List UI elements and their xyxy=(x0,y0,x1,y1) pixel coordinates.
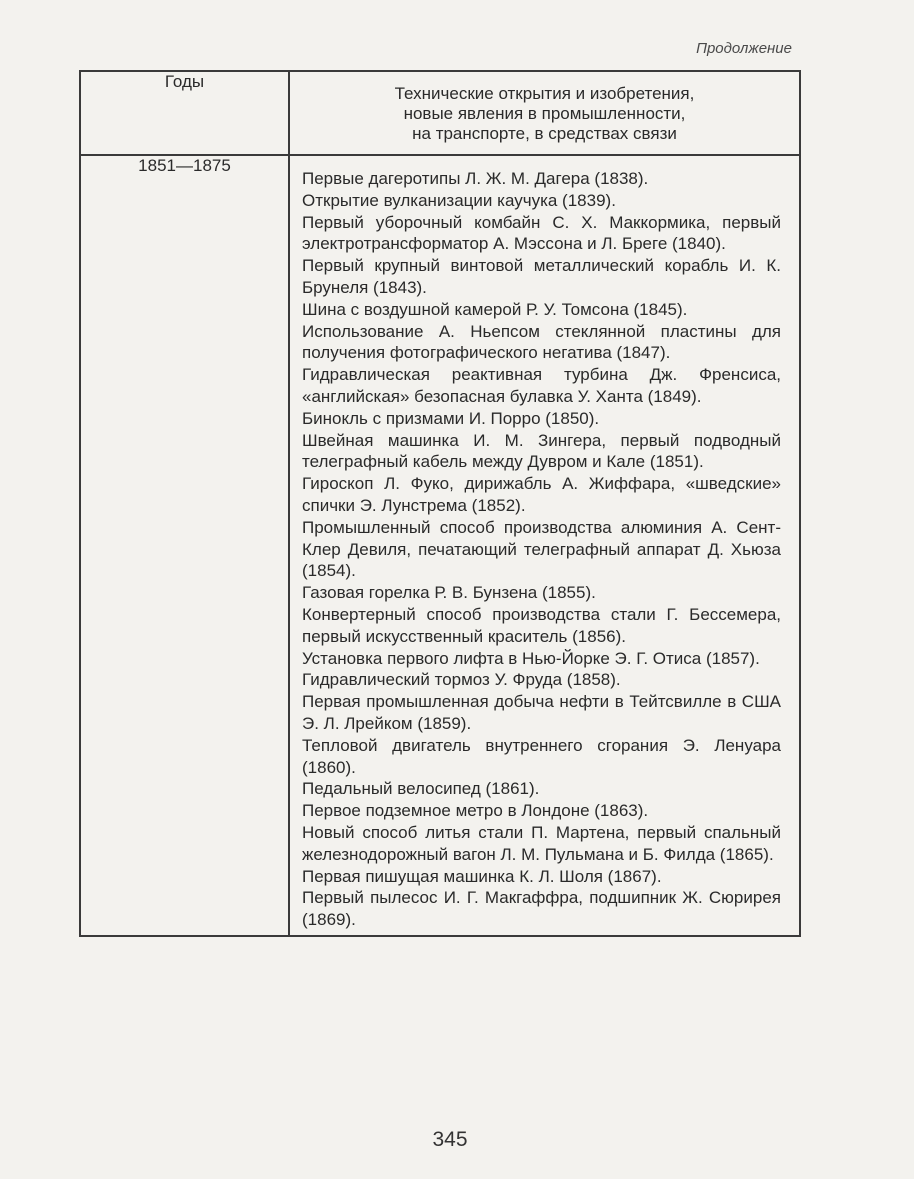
period-cell: 1851—1875 xyxy=(80,155,289,936)
event-item: Педальный велосипед (1861). xyxy=(302,779,540,799)
event-item: Промышленный способ производства алюминия А. Сент-Клер Девиля, печатающий телеграфный аппарат Д. Хьюза (1854). xyxy=(302,517,781,581)
header-line: новые явления в промышленности, xyxy=(403,104,686,123)
event-item: Новый способ литья стали П. Мартена, первый спальный железнодорожный вагон Л. М. Пульмана и Б. Филда (1865). xyxy=(302,822,781,864)
event-item: Бинокль с призмами И. Порро (1850). xyxy=(302,408,600,428)
table-header-row xyxy=(80,71,800,155)
event-item: Открытие вулканизации каучука (1839). xyxy=(302,190,616,210)
event-item: Первый пылесос И. Г. Макгаффра, подшипник Ж. Сюрирея (1869). xyxy=(302,888,781,930)
event-item: Швейная машинка И. М. Зингера, первый подводный телеграфный кабель между Дувром и Кале (1851). xyxy=(302,430,781,472)
event-item: Установка первого лифта в Нью-Йорке Э. Г. Отиса (1857). xyxy=(302,648,760,668)
event-item: Первый крупный винтовой металлический корабль И. К. Брунеля (1843). xyxy=(302,256,781,297)
event-item: Шина с воздушной камерой Р. У. Томсона (1845). xyxy=(302,299,688,319)
event-item: Гидравлический тормоз У. Фруда (1858). xyxy=(302,670,621,690)
header-line: на транспорте, в средствах связи xyxy=(412,124,677,143)
event-item: Первое подземное метро в Лондоне (1863). xyxy=(302,801,649,821)
continuation-label: Продолжение xyxy=(696,40,792,57)
header-line: Технические открытия и изобретения, xyxy=(394,84,695,103)
event-item: Использование А. Ньепсом стеклянной пластины для получения фотографического негатива (1847). xyxy=(302,321,781,363)
table-row xyxy=(80,155,800,936)
events-cell xyxy=(289,155,800,936)
inventions-table xyxy=(79,70,801,937)
event-item: Тепловой двигатель внутреннего сгорания Э. Ленуара (1860). xyxy=(302,735,781,777)
column-header-years: Годы xyxy=(80,71,289,155)
event-item: Первая промышленная добыча нефти в Тейтсвилле в США Э. Л. Лрейком (1859). xyxy=(302,692,781,733)
event-item: Первые дагеротипы Л. Ж. М. Дагера (1838). xyxy=(302,169,649,188)
event-item: Первая пишущая машинка К. Л. Шоля (1867). xyxy=(302,866,662,886)
event-item: Гидравлическая реактивная турбина Дж. Френсиса, «английская» безопасная булавка У. Ханта (1849). xyxy=(302,365,781,406)
page-number: 345 xyxy=(432,1128,468,1151)
event-item: Конвертерный способ производства стали Г. Бессемера, первый искусственный краситель (1856). xyxy=(302,604,781,646)
event-item: Гироскоп Л. Фуко, дирижабль А. Жиффара, «шведские» спички Э. Лунстрема (1852). xyxy=(302,474,781,515)
event-item: Газовая горелка Р. В. Бунзена (1855). xyxy=(302,583,596,603)
event-item: Первый уборочный комбайн С. Х. Маккормика, первый электротрансформатор А. Мэссона и Л. Бреге (1840). xyxy=(302,212,781,254)
column-header-inventions xyxy=(289,71,800,155)
